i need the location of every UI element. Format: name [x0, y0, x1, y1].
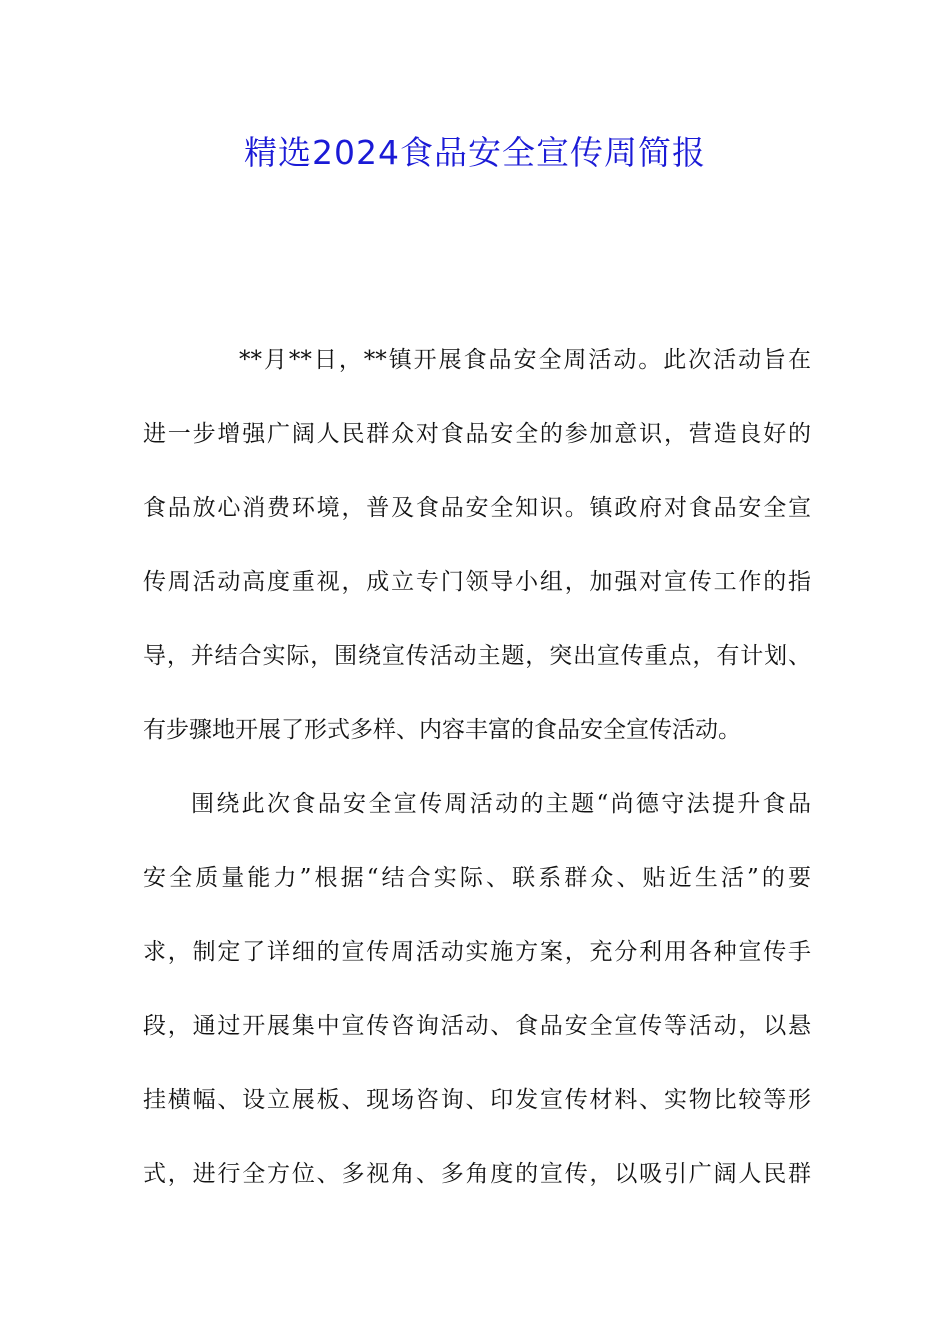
paragraph-line: 式，进行全方位、多视角、多角度的宣传，以吸引广阔人民群 [143, 1161, 811, 1187]
paragraph-line: 挂横幅、设立展板、现场咨询、印发宣传材料、实物比较等形 [143, 1087, 811, 1113]
paragraph-line: 安全质量能力”根据“结合实际、联系群众、贴近生活”的要 [143, 865, 811, 891]
document-title: 精选2024食品安全宣传周简报 [244, 133, 706, 172]
paragraph-line: 进一步增强广阔人民群众对食品安全的参加意识，营造良好的 [143, 421, 811, 447]
paragraph-line: 有步骤地开展了形式多样、内容丰富的食品安全宣传活动。 [143, 717, 741, 743]
paragraph-line: 导，并结合实际，围绕宣传活动主题，突出宣传重点，有计划、 [143, 643, 811, 669]
paragraph-line: 传周活动高度重视，成立专门领导小组，加强对宣传工作的指 [143, 569, 811, 595]
paragraph-line: 求，制定了详细的宣传周活动实施方案，充分利用各种宣传手 [143, 939, 811, 965]
paragraph-line: 食品放心消费环境，普及食品安全知识。镇政府对食品安全宣 [143, 495, 811, 521]
paragraph-line: **月**日，**镇开展食品安全周活动。此次活动旨在 [239, 347, 811, 373]
paragraph-line: 段，通过开展集中宣传咨询活动、食品安全宣传等活动，以悬 [143, 1013, 811, 1039]
paragraph-1 [143, 335, 811, 779]
paragraph-line: 围绕此次食品安全宣传周活动的主题“尚德守法提升食品 [191, 791, 811, 817]
document-body [143, 335, 811, 1223]
paragraph-2 [143, 779, 811, 1223]
